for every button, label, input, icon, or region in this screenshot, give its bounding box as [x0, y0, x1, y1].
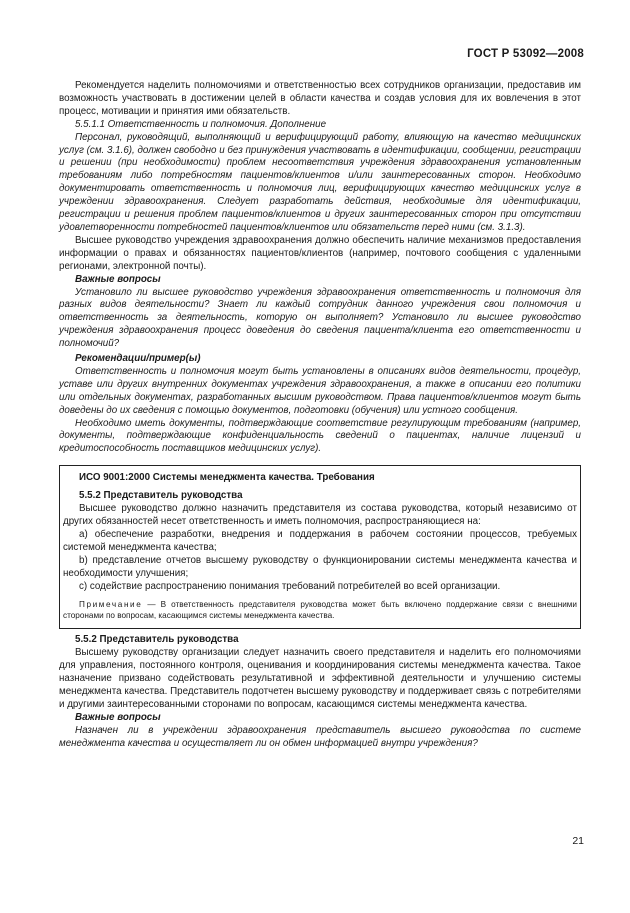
iso-box-item: с) содействие распространению понимания требований потребителей во всей организации.	[79, 580, 501, 592]
paragraph: Ответственность и полномочия могут быть установлены в описаниях видов деятельности, процедур, уставе или других внутренних документах учреждения здравоохранения, а также в описании его политики или отдельных документах, разработанных высшим руководством. Права пациентов/клиентов могут быть доведены до их сведения с помощью документов, подготовки (обучения) или устного сообщения.	[59, 365, 581, 416]
iso-box-item: а) обеспечение разработки, внедрения и поддержания в рабочем состоянии процессов, требуемых системой менеджмента качества;	[63, 528, 577, 553]
paragraph: Назначен ли в учреждении здравоохранения представитель высшего руководства по системе менеджмента качества и осуществляет ли он обмен информацией внутри учреждения?	[59, 724, 581, 749]
page-header-standard: ГОСТ Р 53092—2008	[467, 48, 584, 60]
paragraph: Необходимо иметь документы, подтверждающие соответствие регулирующим требованиям (например, документы, подтверждающие конфиденциальность сведений о пациентах, наличие лицензий и кредитоспособность поставщиков медицинских услуг).	[59, 417, 581, 455]
subheading-important-questions: Важные вопросы	[75, 711, 161, 723]
page-content	[59, 80, 581, 751]
note-text: — В ответственность представителя руководства может быть включено поддержание связи с внешними сторонами по вопросам, касающимся системы менеджмента качества.	[63, 600, 577, 621]
iso-box-heading: 5.5.2 Представитель руководства	[79, 490, 243, 502]
paragraph: Высшее руководство учреждения здравоохранения должно обеспечить наличие механизмов предоставления информации о правах и обязанностях пациентов/клиентов (например, почтового сообщения с удаленными регионами, электронной почты).	[59, 234, 581, 272]
subheading-recommendations: Рекомендации/пример(ы)	[75, 353, 201, 365]
iso-box-item: b) представление отчетов высшему руководству о функционировании системы менеджмента качества и необходимости улучшения;	[63, 554, 577, 579]
iso-box-note	[63, 599, 577, 621]
iso-requirements-box	[59, 465, 581, 629]
paragraph: Рекомендуется наделить полномочиями и ответственностью всех сотрудников организации, предоставив им возможность участвовать в достижении целей в области качества и создав условия для их вовлечения в этот процесс, мотивации и принятия ими обязательств.	[59, 80, 581, 117]
page-number: 21	[572, 835, 584, 847]
subheading-important-questions: Важные вопросы	[75, 273, 161, 285]
paragraph: Установило ли высшее руководство учреждения здравоохранения ответственность и полномочия для разных видов деятельности? Знает ли каждый сотрудник данного учреждения свои полномочия и ответственность за деятельность, которую он выполняет? Установило ли высшее руководство учреждения здравоохранения процесс доведения до сведения пациента/клиента его ответственности и полномочий?	[59, 286, 581, 350]
section-heading-5-5-2: 5.5.2 Представитель руководства	[75, 634, 239, 646]
iso-box-text: Высшее руководство должно назначить представителя из состава руководства, который независимо от других обязанностей несет ответственность и иметь полномочия, распространяющиеся на:	[63, 503, 577, 527]
note-label: Примечание	[79, 600, 143, 610]
iso-box-title: ИСО 9001:2000 Системы менеджмента качества. Требования	[79, 472, 375, 484]
paragraph: Высшему руководству организации следует назначить своего представителя и наделить его полномочиями для управления, постоянного контроля, оценивания и координирования системы менеджмента качества. Такое назначение призвано содействовать результативной и эффективной деятельности и улучшению системы менеджмента качества. Представитель подотчетен высшему руководству и поддерживает связь с потребителями и другими заинтересованными сторонами по вопросам, касающимся системы менеджмента качества.	[59, 647, 581, 710]
section-heading-5-5-1-1: 5.5.1.1 Ответственность и полномочия. Дополнение	[75, 118, 327, 130]
paragraph: Персонал, руководящий, выполняющий и верифицирующий работу, влияющую на качество медицинских услуг (см. 3.1.6), должен свободно и без принуждения участвовать в идентификации, сообщении, регистрации и решении (при необходимости) проблем несоответствия учреждения здравоохранения установленным требованиям либо потребностям пациентов/клиентов и/или заинтересованных сторон. Необходимо документировать ответственность и полномочия лиц, верифицирующих качество медицинских услуг в учреждении здравоохранения. Следует разработать действия, необходимые для идентификации, регистрации и решения проблем пациентов/клиентов и других заинтересованных сторон при отсутствии удовлетворенности потребностей пациентов/клиентов или обязательств перед ними (см. 3.1.3).	[59, 131, 581, 233]
